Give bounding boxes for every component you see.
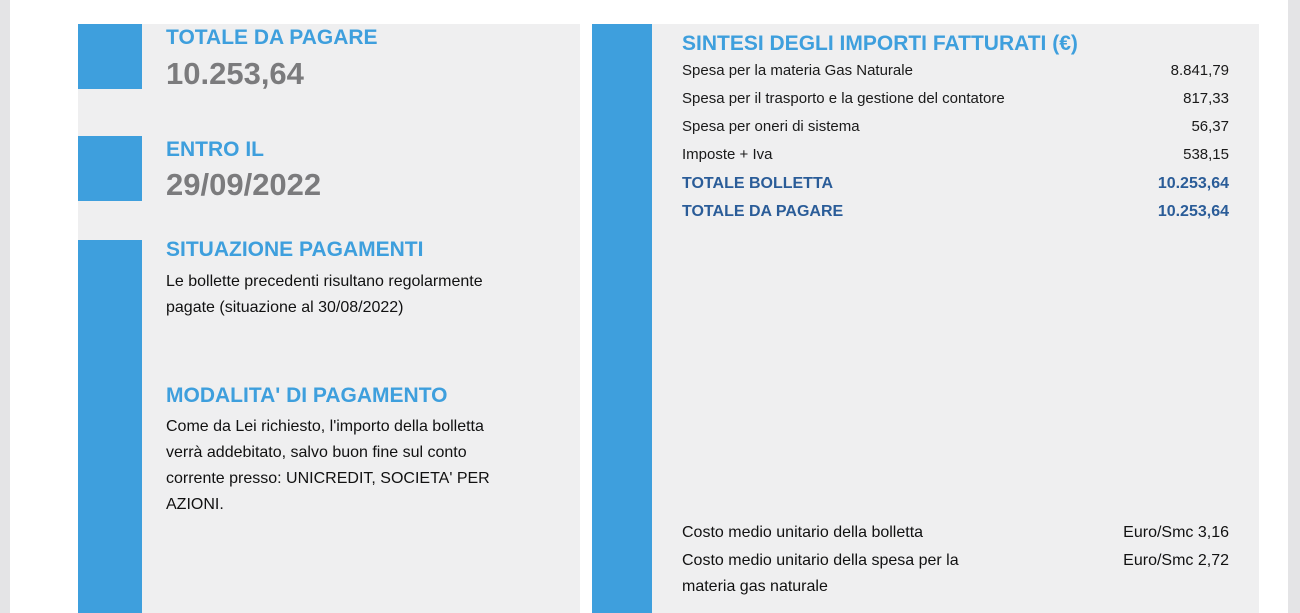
summary-row-label: Spesa per la materia Gas Naturale — [682, 62, 913, 79]
payment-info-panel — [78, 24, 580, 613]
total-da-pagare-amount: 10.253,64 — [1157, 203, 1229, 220]
accent-bar-entro — [78, 136, 142, 201]
modalita-text — [166, 414, 576, 518]
cost-bolletta-label: Costo medio unitario della bolletta — [682, 524, 924, 541]
summary-row-label: Spesa per il trasporto e la gestione del contatore — [682, 90, 1005, 107]
modalita-line-1: Come da Lei richiesto, l'importo della bolletta — [166, 418, 484, 435]
situazione-line-2: pagate (situazione al 30/08/2022) — [166, 299, 404, 316]
total-bolletta-label: TOTALE BOLLETTA — [682, 175, 834, 192]
modalita-line-2: verrà addebitato, salvo buon fine sul conto — [166, 444, 467, 461]
entro-label: ENTRO IL — [166, 138, 264, 161]
summary-row-amount: 8.841,79 — [1170, 62, 1229, 79]
situazione-line-1: Le bollette precedenti risultano regolarmente — [166, 273, 483, 290]
total-bolletta-amount: 10.253,64 — [1157, 175, 1229, 192]
cost-materia-label-line-2: materia gas naturale — [682, 578, 828, 595]
accent-bar-situazione — [78, 240, 142, 613]
summary-row-amount: 817,33 — [1183, 90, 1229, 107]
cost-bolletta-amount: Euro/Smc 3,16 — [1123, 524, 1229, 541]
cost-materia-label — [682, 548, 1042, 600]
summary-row-label: Spesa per oneri di sistema — [682, 118, 860, 135]
total-da-pagare-row — [682, 199, 1242, 227]
billing-summary-panel — [592, 24, 1259, 613]
total-bolletta-row — [682, 171, 1242, 199]
cost-row-materia — [682, 548, 1242, 600]
summary-row-amount: 56,37 — [1191, 118, 1229, 135]
situazione-text — [166, 269, 576, 321]
bill-sheet — [10, 0, 1288, 613]
sintesi-title: SINTESI DEGLI IMPORTI FATTURATI (€) — [682, 32, 1078, 55]
summary-row-label: Imposte + Iva — [682, 146, 773, 163]
modalita-title: MODALITA' DI PAGAMENTO — [166, 384, 448, 407]
cost-materia-label-line-1: Costo medio unitario della spesa per la — [682, 552, 959, 569]
total-da-pagare-label: TOTALE DA PAGARE — [682, 203, 844, 220]
summary-row — [682, 114, 1242, 142]
modalita-line-4: AZIONI. — [166, 496, 224, 513]
accent-bar-totale — [78, 24, 142, 89]
summary-row-amount: 538,15 — [1183, 146, 1229, 163]
entro-value: 29/09/2022 — [166, 167, 322, 202]
summary-row — [682, 86, 1242, 114]
cost-materia-amount: Euro/Smc 2,72 — [1123, 552, 1229, 569]
summary-row — [682, 142, 1242, 170]
totale-value: 10.253,64 — [166, 56, 304, 91]
totale-label: TOTALE DA PAGARE — [166, 26, 378, 49]
cost-row-bolletta — [682, 520, 1242, 546]
summary-row — [682, 58, 1242, 86]
accent-bar-sintesi — [592, 24, 652, 613]
modalita-line-3: corrente presso: UNICREDIT, SOCIETA' PER — [166, 470, 490, 487]
situazione-title: SITUAZIONE PAGAMENTI — [166, 238, 424, 261]
